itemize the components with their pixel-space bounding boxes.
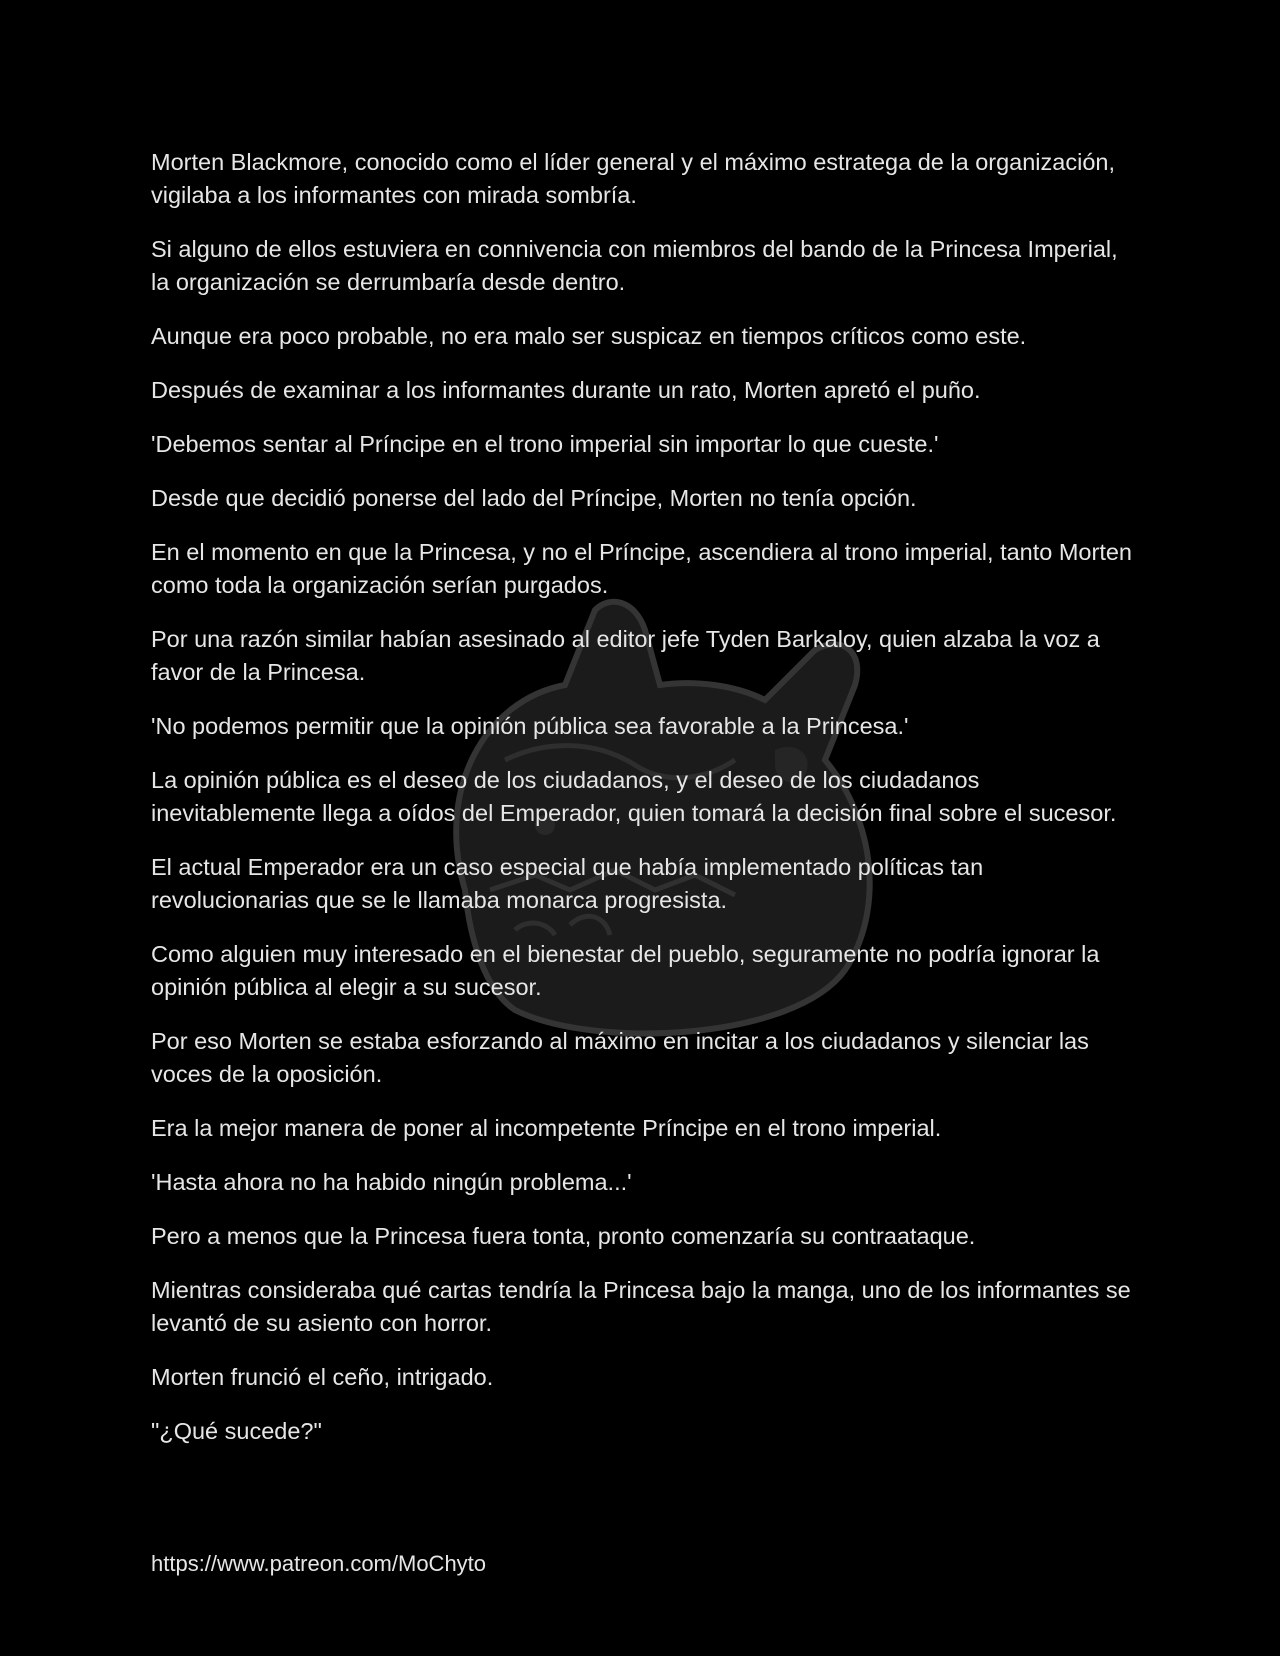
paragraph: Si alguno de ellos estuviera en connivencia con miembros del bando de la Princesa Imperial, la organización se derrumbaría desde dentro. bbox=[151, 236, 1118, 295]
paragraph: Por eso Morten se estaba esforzando al máximo en incitar a los ciudadanos y silenciar las voces de la oposición. bbox=[151, 1028, 1089, 1087]
paragraph: La opinión pública es el deseo de los ciudadanos, y el deseo de los ciudadanos inevitablemente llega a oídos del Emperador, quien tomará la decisión final sobre el sucesor. bbox=[151, 767, 1117, 826]
paragraph: Por una razón similar habían asesinado al editor jefe Tyden Barkaloy, quien alzaba la voz a favor de la Princesa. bbox=[151, 626, 1100, 685]
story-text bbox=[151, 146, 1136, 1469]
patreon-link[interactable]: https://www.patreon.com/MoChyto bbox=[151, 1551, 487, 1576]
paragraph: Era la mejor manera de poner al incompetente Príncipe en el trono imperial. bbox=[151, 1115, 942, 1141]
paragraph: El actual Emperador era un caso especial que había implementado políticas tan revolucionarias que se le llamaba monarca progresista. bbox=[151, 854, 984, 913]
paragraph: Desde que decidió ponerse del lado del Príncipe, Morten no tenía opción. bbox=[151, 485, 917, 511]
paragraph: Morten frunció el ceño, intrigado. bbox=[151, 1364, 494, 1390]
paragraph: En el momento en que la Princesa, y no el Príncipe, ascendiera al trono imperial, tanto Morten como toda la organización serían purgados. bbox=[151, 539, 1132, 598]
paragraph: Morten Blackmore, conocido como el líder general y el máximo estratega de la organización, vigilaba a los informantes con mirada sombría. bbox=[151, 149, 1115, 208]
paragraph: Aunque era poco probable, no era malo ser suspicaz en tiempos críticos como este. bbox=[151, 323, 1027, 349]
paragraph: 'Debemos sentar al Príncipe en el trono imperial sin importar lo que cueste.' bbox=[151, 431, 939, 457]
paragraph: Mientras consideraba qué cartas tendría la Princesa bajo la manga, uno de los informantes se levantó de su asiento con horror. bbox=[151, 1277, 1131, 1336]
paragraph: Pero a menos que la Princesa fuera tonta, pronto comenzaría su contraataque. bbox=[151, 1223, 976, 1249]
paragraph: 'Hasta ahora no ha habido ningún problema...' bbox=[151, 1169, 632, 1195]
paragraph: Como alguien muy interesado en el bienestar del pueblo, seguramente no podría ignorar la opinión pública al elegir a su sucesor. bbox=[151, 941, 1100, 1000]
paragraph: Después de examinar a los informantes durante un rato, Morten apretó el puño. bbox=[151, 377, 981, 403]
paragraph: "¿Qué sucede?" bbox=[151, 1418, 322, 1444]
paragraph: 'No podemos permitir que la opinión pública sea favorable a la Princesa.' bbox=[151, 713, 909, 739]
